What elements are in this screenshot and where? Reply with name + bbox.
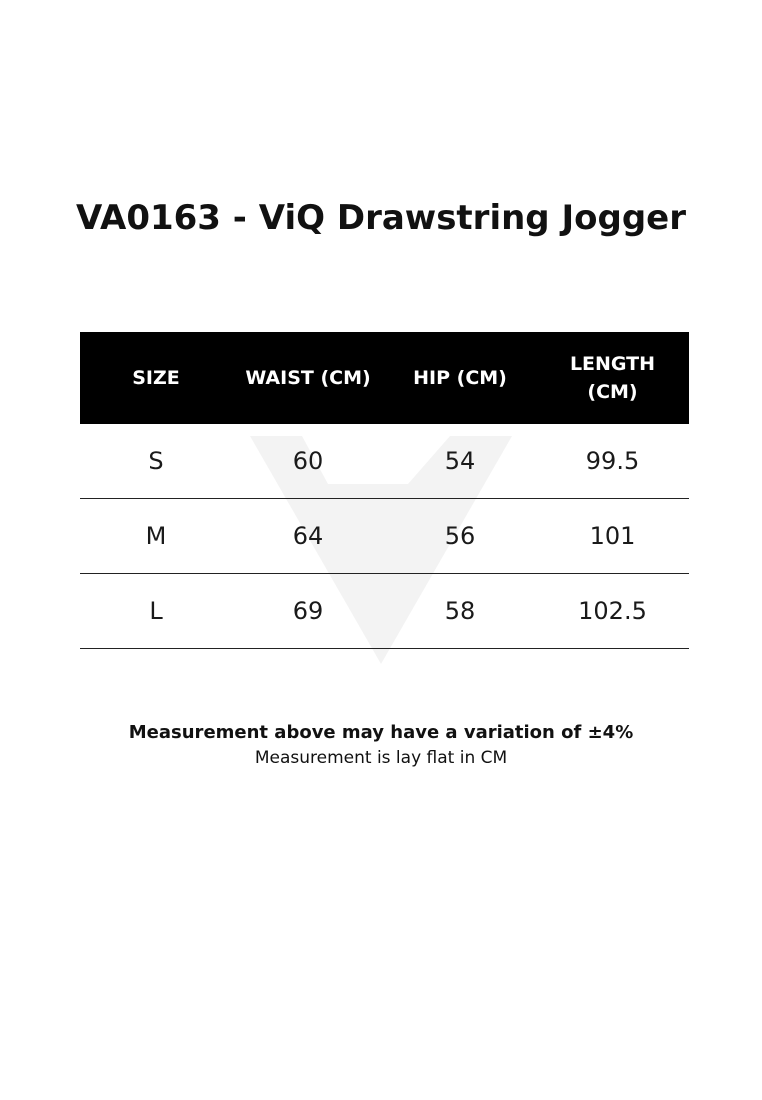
- size-chart-table: [80, 332, 689, 649]
- cell-hip: 54: [384, 424, 536, 499]
- table-row: [80, 424, 689, 499]
- table-row: [80, 499, 689, 574]
- page-title: VA0163 - ViQ Drawstring Jogger: [76, 198, 686, 238]
- column-header-hip: HIP (CM): [413, 367, 507, 389]
- cell-size: M: [80, 499, 232, 574]
- cell-length: 101: [536, 499, 689, 574]
- cell-waist: 64: [232, 499, 384, 574]
- table-row: [80, 574, 689, 649]
- table-header-row: [80, 332, 689, 424]
- cell-size: L: [80, 574, 232, 649]
- cell-waist: 69: [232, 574, 384, 649]
- cell-waist: 60: [232, 424, 384, 499]
- cell-hip: 58: [384, 574, 536, 649]
- cell-size: S: [80, 424, 232, 499]
- column-header-size: SIZE: [132, 367, 180, 389]
- column-header-waist: WAIST (CM): [245, 367, 371, 389]
- column-header-length: LENGTH (CM): [569, 353, 656, 403]
- cell-length: 102.5: [536, 574, 689, 649]
- measurement-method-note: Measurement is lay flat in CM: [254, 748, 508, 768]
- cell-length: 99.5: [536, 424, 689, 499]
- cell-hip: 56: [384, 499, 536, 574]
- variation-note: Measurement above may have a variation of ±4%: [128, 722, 634, 743]
